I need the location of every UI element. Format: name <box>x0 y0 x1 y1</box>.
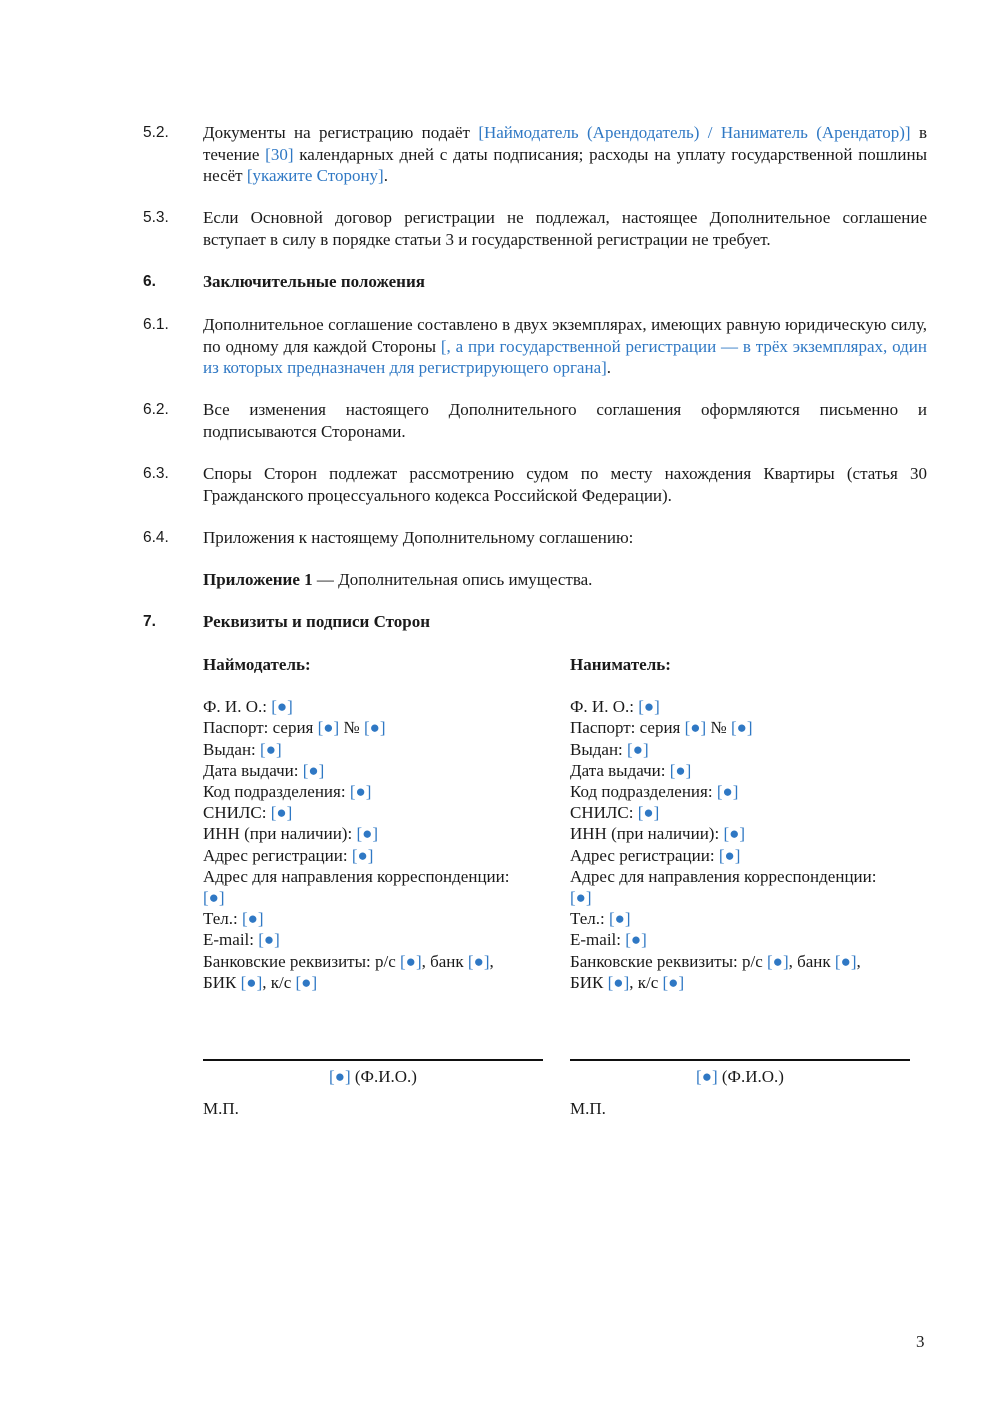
placeholder-field: [●] <box>270 803 293 823</box>
placeholder-field: [●] <box>467 951 490 971</box>
appendix-label: Приложение 1 <box>203 570 313 589</box>
landlord-phone-row: Тел.: [●] <box>203 909 264 929</box>
placeholder-field: [●] <box>363 718 386 738</box>
placeholder-field: [●] <box>260 739 282 759</box>
placeholder-field: [●] <box>716 782 739 802</box>
tenant-signature-line <box>570 1059 910 1061</box>
landlord-issued-row: Выдан: [●] <box>203 739 282 759</box>
tenant-title: Наниматель: <box>570 655 671 674</box>
tenant-seal-mark: М.П. <box>570 1099 606 1118</box>
appendix-line <box>203 569 927 591</box>
placeholder-field: [●] <box>669 760 692 780</box>
landlord-signature-label: [●] (Ф.И.О.) <box>329 1067 417 1086</box>
clause-5-2-text <box>203 122 927 187</box>
landlord-details <box>203 654 548 993</box>
landlord-bik-row: БИК [●], к/с [●] <box>203 972 318 992</box>
clause-5-2-placeholder-payer: [укажите Сторону] <box>246 166 384 185</box>
placeholder-field: [●] <box>349 782 372 802</box>
tenant-email-row: E-mail: [●] <box>570 930 647 950</box>
tenant-passport-row: Паспорт: серия [●] № [●] <box>570 718 753 738</box>
clause-5-2-part-2: в течение <box>203 123 927 164</box>
section-number-6: 6. <box>143 273 156 290</box>
clause-6-1-text <box>203 314 927 379</box>
landlord-division-row: Код подразделения: [●] <box>203 782 372 802</box>
placeholder-field: [●] <box>400 951 422 971</box>
clause-5-2-part-1: Документы на регистрацию подаёт <box>203 123 479 142</box>
placeholder-field: [●] <box>242 909 264 929</box>
tenant-snils-row: СНИЛС: [●] <box>570 803 660 823</box>
landlord-reg-address-row: Адрес регистрации: [●] <box>203 845 374 865</box>
placeholder-field: [●] <box>295 972 318 992</box>
placeholder-field: [●] <box>351 845 374 865</box>
clause-number-6-1: 6.1. <box>143 316 169 333</box>
clause-6-4-text: Приложения к настоящему Дополнительному соглашению: <box>203 528 634 547</box>
clause-5-2-part-3: календарных дней с даты подписания; расходы на уплату государственной пошлины несёт <box>203 144 927 185</box>
placeholder-field: [●] <box>271 697 293 717</box>
clause-5-2-part-4: . <box>383 166 388 185</box>
placeholder-field: [●] <box>607 972 630 992</box>
tenant-bik-row: БИК [●], к/с [●] <box>570 972 685 992</box>
clause-6-1-part-2: . <box>606 358 612 377</box>
placeholder-field: [●] <box>723 824 746 844</box>
clause-5-2-placeholder-days: [30] <box>265 144 294 164</box>
landlord-passport-row: Паспорт: серия [●] № [●] <box>203 718 386 738</box>
appendix-description: — Дополнительная опись имущества. <box>312 570 593 589</box>
placeholder-field: [●] <box>625 930 647 950</box>
placeholder-field: [●] <box>730 718 753 738</box>
placeholder-field: [●] <box>627 739 649 759</box>
clause-number-5-3: 5.3. <box>143 209 169 226</box>
tenant-details <box>570 654 915 993</box>
placeholder-field: [●] <box>834 951 857 971</box>
clause-number-6-2: 6.2. <box>143 401 169 418</box>
landlord-email-row: E-mail: [●] <box>203 930 280 950</box>
clause-number-5-2: 5.2. <box>143 124 169 141</box>
placeholder-field: [●] <box>609 909 631 929</box>
section-6-title: Заключительные положения <box>203 272 425 291</box>
landlord-issue-date-row: Дата выдачи: [●] <box>203 760 325 780</box>
landlord-snils-row: СНИЛС: [●] <box>203 803 293 823</box>
tenant-phone-row: Тел.: [●] <box>570 909 631 929</box>
clause-5-2-placeholder-party: [Наймодатель (Арендодатель) / Наниматель (Арендатор)] <box>478 123 911 142</box>
tenant-corr-address-row <box>570 887 915 908</box>
placeholder-field: [●] <box>638 697 660 717</box>
clause-6-2-text: Все изменения настоящего Дополнительного соглашения оформляются письменно и подписываются Сторонами. <box>203 400 927 441</box>
tenant-signature-label: [●] (Ф.И.О.) <box>696 1067 784 1086</box>
page-number: 3 <box>916 1332 925 1351</box>
placeholder-field: [●] <box>684 718 707 738</box>
landlord-corr-address-row <box>203 887 548 908</box>
landlord-corr-address-label: Адрес для направления корреспонденции: <box>203 866 510 886</box>
tenant-issue-date-row: Дата выдачи: [●] <box>570 760 692 780</box>
clause-6-3-text: Споры Сторон подлежат рассмотрению судом по месту нахождения Квартиры (статья 30 Гражданского процессуального кодекса Российской Федерации). <box>203 464 927 505</box>
clause-number-6-4: 6.4. <box>143 529 169 546</box>
placeholder-field: [●] <box>637 803 660 823</box>
tenant-bank-row: Банковские реквизиты: р/с [●], банк [●], <box>570 951 861 971</box>
placeholder-field: [●] <box>356 824 379 844</box>
landlord-seal-mark: М.П. <box>203 1099 239 1118</box>
clause-6-1-part-1: Дополнительное соглашение составлено в двух экземплярах, имеющих равную юридическую силу, по одному для каждой Стороны <box>203 315 927 356</box>
tenant-fio-row: Ф. И. О.: [●] <box>570 697 660 717</box>
clause-number-6-3: 6.3. <box>143 465 169 482</box>
placeholder-field: [●] <box>570 888 592 908</box>
clause-6-1-placeholder: [, а при государственной регистрации — в трёх экземплярах, один из которых предназначен для регистрирующего органа] <box>203 336 927 377</box>
landlord-fio-row: Ф. И. О.: [●] <box>203 697 293 717</box>
tenant-issued-row: Выдан: [●] <box>570 739 649 759</box>
placeholder-field: [●] <box>696 1067 718 1086</box>
placeholder-field: [●] <box>718 845 741 865</box>
landlord-bank-row: Банковские реквизиты: р/с [●], банк [●], <box>203 951 494 971</box>
section-number-7: 7. <box>143 613 156 630</box>
tenant-corr-address-label: Адрес для направления корреспонденции: <box>570 866 877 886</box>
placeholder-field: [●] <box>203 888 225 908</box>
tenant-division-row: Код подразделения: [●] <box>570 782 739 802</box>
tenant-reg-address-row: Адрес регистрации: [●] <box>570 845 741 865</box>
landlord-title: Наймодатель: <box>203 655 311 674</box>
placeholder-field: [●] <box>662 972 685 992</box>
clause-5-3-text: Если Основной договор регистрации не подлежал, настоящее Дополнительное соглашение вступает в силу в порядке статьи 3 и государственной регистрации не требует. <box>203 208 927 249</box>
placeholder-field: [●] <box>240 972 263 992</box>
placeholder-field: [●] <box>767 951 789 971</box>
section-7-title: Реквизиты и подписи Сторон <box>203 612 431 631</box>
placeholder-field: [●] <box>302 760 325 780</box>
placeholder-field: [●] <box>329 1067 351 1086</box>
landlord-inn-row: ИНН (при наличии): [●] <box>203 824 379 844</box>
placeholder-field: [●] <box>317 718 340 738</box>
placeholder-field: [●] <box>258 930 280 950</box>
landlord-signature-line <box>203 1059 543 1061</box>
tenant-inn-row: ИНН (при наличии): [●] <box>570 824 746 844</box>
